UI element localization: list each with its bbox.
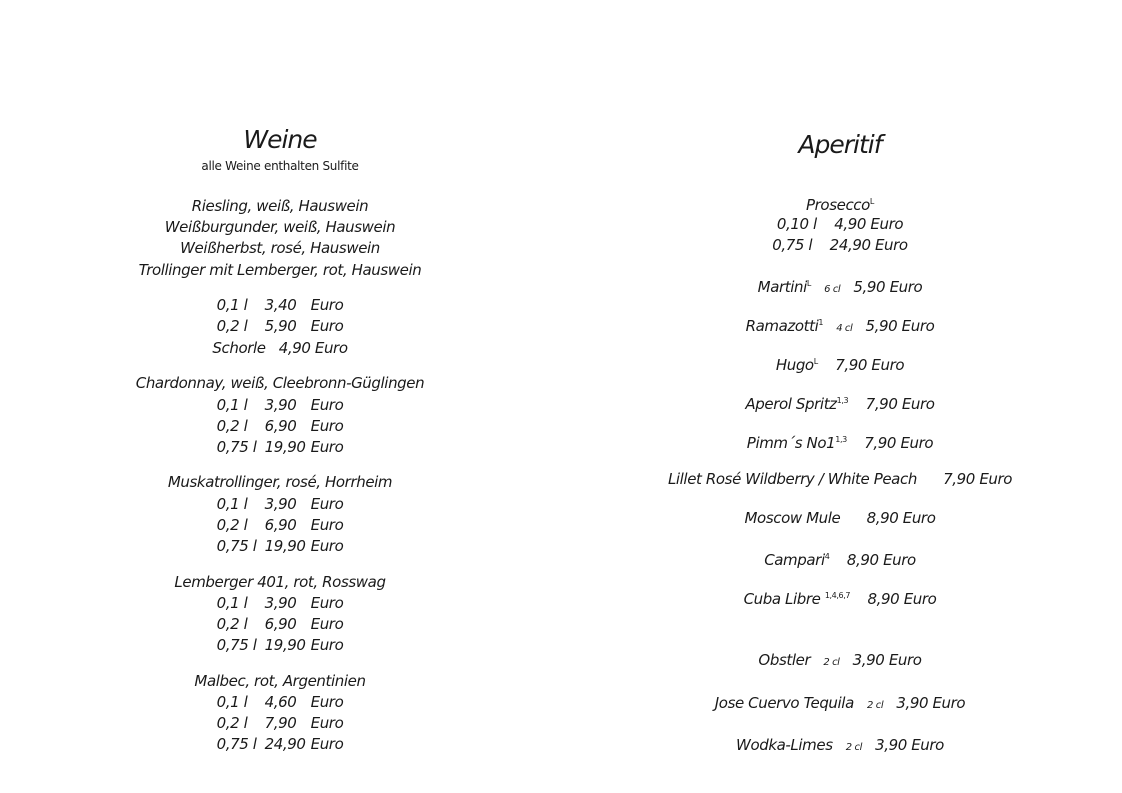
- house-wine-2: Weißburgunder, weiß, Hauswein: [164, 218, 396, 236]
- wine-price-row: 0,2 l 6,90 Euro: [216, 417, 344, 435]
- aperitif-item: Campari$^4$ 8,90 Euro: [764, 551, 916, 569]
- house-wine-4: Trollinger mit Lemberger, rot, Hauswein: [138, 261, 422, 279]
- prosecco-name: Prosecco$^L$: [806, 196, 874, 214]
- wine-price-row: 0,75 l 19,90 Euro: [216, 636, 344, 654]
- wine-name: Chardonnay, weiß, Cleebronn-Güglingen: [135, 374, 425, 392]
- wine-price-row: 0,1 l 3,90 Euro: [216, 396, 344, 414]
- schorle-price: Schorle 4,90 Euro: [212, 339, 348, 357]
- wine-name: Lemberger 401, rot, Rosswag: [174, 573, 386, 591]
- wine-price-row: 0,2 l 6,90 Euro: [216, 615, 344, 633]
- aperitif-item: Moscow Mule 8,90 Euro: [744, 509, 936, 527]
- spirit-item: Jose Cuervo Tequila 2 cl 3,90 Euro: [714, 694, 966, 712]
- wine-name: Malbec, rot, Argentinien: [194, 672, 366, 690]
- wine-price-row: 0,1 l 4,60 Euro: [216, 693, 344, 711]
- aperitif-item: Aperol Spritz$^{1,3}$ 7,90 Euro: [745, 395, 935, 413]
- aperitif-item: Pimm´s No1$^{1,3}$ 7,90 Euro: [746, 434, 934, 452]
- wine-price-row: 0,75 l 19,90 Euro: [216, 438, 344, 456]
- wine-price-row: 0,2 l 7,90 Euro: [216, 714, 344, 732]
- house-price-row: 0,2 l 5,90 Euro: [216, 317, 344, 335]
- aperitif-title: Aperitif: [798, 130, 882, 159]
- house-wine-1: Riesling, weiß, Hauswein: [191, 197, 369, 215]
- sulfite-note: alle Weine enthalten Sulfite: [201, 159, 359, 173]
- wine-price-row: 0,75 l 24,90 Euro: [216, 735, 344, 753]
- aperitif-item: Cuba Libre $^{1,4,6,7}$ 8,90 Euro: [743, 590, 937, 608]
- aperitif-item: Ramazotti$^1$ 4 cl 5,90 Euro: [745, 317, 935, 335]
- prosecco-price: 0,75 l 24,90 Euro: [772, 236, 908, 254]
- wine-price-row: 0,1 l 3,90 Euro: [216, 495, 344, 513]
- spirit-item: Obstler 2 cl 3,90 Euro: [758, 651, 922, 669]
- wine-price-row: 0,75 l 19,90 Euro: [216, 537, 344, 555]
- prosecco-price: 0,10 l 4,90 Euro: [776, 215, 904, 233]
- aperitif-item: Hugo$^L$ 7,90 Euro: [775, 356, 905, 374]
- aperitif-item: Martini$^L$ 6 cl 5,90 Euro: [757, 278, 923, 296]
- wine-name: Muskatrollinger, rosé, Horrheim: [167, 473, 393, 491]
- house-wine-3: Weißherbst, rosé, Hauswein: [180, 239, 380, 257]
- house-price-row: 0,1 l 3,40 Euro: [216, 296, 344, 314]
- wine-title: Weine: [243, 125, 317, 154]
- wine-price-row: 0,1 l 3,90 Euro: [216, 594, 344, 612]
- wine-price-row: 0,2 l 6,90 Euro: [216, 516, 344, 534]
- spirit-item: Wodka-Limes 2 cl 3,90 Euro: [736, 736, 944, 754]
- aperitif-item: Lillet Rosé Wildberry / White Peach 7,90 Euro: [667, 470, 1013, 488]
